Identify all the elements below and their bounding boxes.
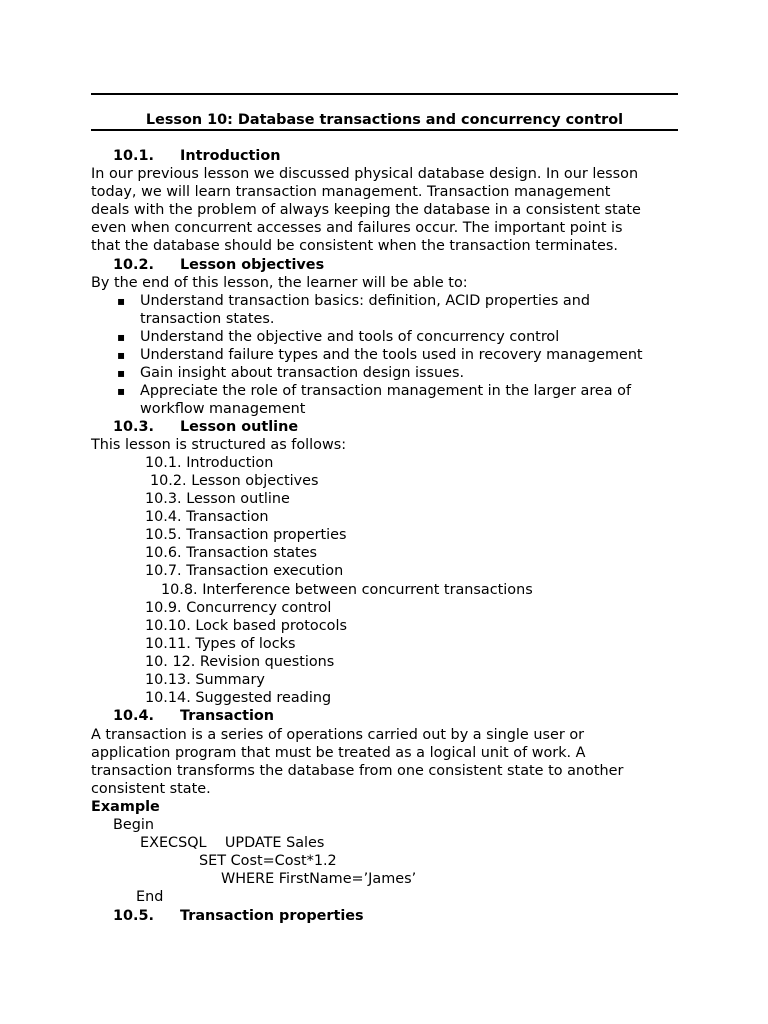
section-heading-properties (113, 907, 364, 925)
code-line: EXECSQL UPDATE Sales (140, 835, 325, 851)
section-number: 10.5. (113, 908, 154, 924)
section-title: Lesson outline (180, 419, 299, 435)
bullet-text: Appreciate the role of transaction management in the larger area of (140, 383, 632, 399)
section-heading-outline (113, 418, 298, 436)
code-line: End (136, 889, 164, 905)
bullet-text-continued: workflow management (140, 401, 306, 417)
section-number: 10.3. (113, 419, 154, 435)
paragraph-line: A transaction is a series of operations carried out by a single user or (91, 727, 585, 743)
bullet-text: Understand transaction basics: definition, ACID properties and (140, 293, 591, 309)
outline-item: 10.4. Transaction (145, 509, 269, 525)
bullet-icon: ▪ (117, 366, 126, 380)
bullet-text-continued: transaction states. (140, 311, 275, 327)
bullet-icon: ▪ (117, 384, 126, 398)
title-bottom-rule (91, 129, 678, 131)
paragraph-line: application program that must be treated as a logical unit of work. A (91, 745, 586, 761)
outline-lead: This lesson is structured as follows: (91, 437, 347, 453)
outline-item: 10.8. Interference between concurrent transactions (161, 582, 533, 598)
paragraph-line: deals with the problem of always keeping the database in a consistent state (91, 202, 641, 218)
code-line: Begin (113, 817, 154, 833)
bullet-text: Gain insight about transaction design issues. (140, 365, 465, 381)
outline-item: 10.11. Types of locks (145, 636, 296, 652)
bullet-icon: ▪ (117, 294, 126, 308)
section-heading-transaction (113, 707, 274, 725)
paragraph-line: that the database should be consistent when the transaction terminates. (91, 238, 618, 254)
outline-item: 10.10. Lock based protocols (145, 618, 347, 634)
outline-item: 10. 12. Revision questions (145, 654, 335, 670)
paragraph-line: consistent state. (91, 781, 211, 797)
section-heading-introduction (113, 147, 280, 165)
objectives-lead: By the end of this lesson, the learner will be able to: (91, 275, 468, 291)
section-number: 10.1. (113, 148, 154, 164)
code-line: WHERE FirstName=’James’ (221, 871, 417, 887)
section-number: 10.4. (113, 708, 154, 724)
section-title: Lesson objectives (180, 257, 325, 273)
code-line: SET Cost=Cost*1.2 (199, 853, 337, 869)
page-title: Lesson 10: Database transactions and concurrency control (145, 112, 624, 128)
outline-item: 10.9. Concurrency control (145, 600, 332, 616)
paragraph-line: today, we will learn transaction management. Transaction management (91, 184, 611, 200)
section-title: Transaction properties (180, 908, 364, 924)
section-title: Introduction (180, 148, 281, 164)
section-heading-objectives (113, 256, 324, 274)
bullet-text: Understand failure types and the tools used in recovery management (140, 347, 643, 363)
bullet-icon: ▪ (117, 330, 126, 344)
outline-item: 10.7. Transaction execution (145, 563, 344, 579)
title-top-rule (91, 93, 678, 95)
example-label: Example (91, 799, 160, 815)
outline-item: 10.2. Lesson objectives (150, 473, 319, 489)
paragraph-line: In our previous lesson we discussed physical database design. In our lesson (91, 166, 639, 182)
outline-item: 10.14. Suggested reading (145, 690, 332, 706)
section-number: 10.2. (113, 257, 154, 273)
outline-item: 10.3. Lesson outline (145, 491, 290, 507)
section-title: Transaction (180, 708, 275, 724)
outline-item: 10.5. Transaction properties (145, 527, 347, 543)
paragraph-line: transaction transforms the database from one consistent state to another (91, 763, 624, 779)
outline-item: 10.6. Transaction states (145, 545, 318, 561)
bullet-text: Understand the objective and tools of concurrency control (140, 329, 560, 345)
outline-item: 10.1. Introduction (145, 455, 274, 471)
outline-item: 10.13. Summary (145, 672, 265, 688)
paragraph-line: even when concurrent accesses and failures occur. The important point is (91, 220, 623, 236)
bullet-icon: ▪ (117, 348, 126, 362)
